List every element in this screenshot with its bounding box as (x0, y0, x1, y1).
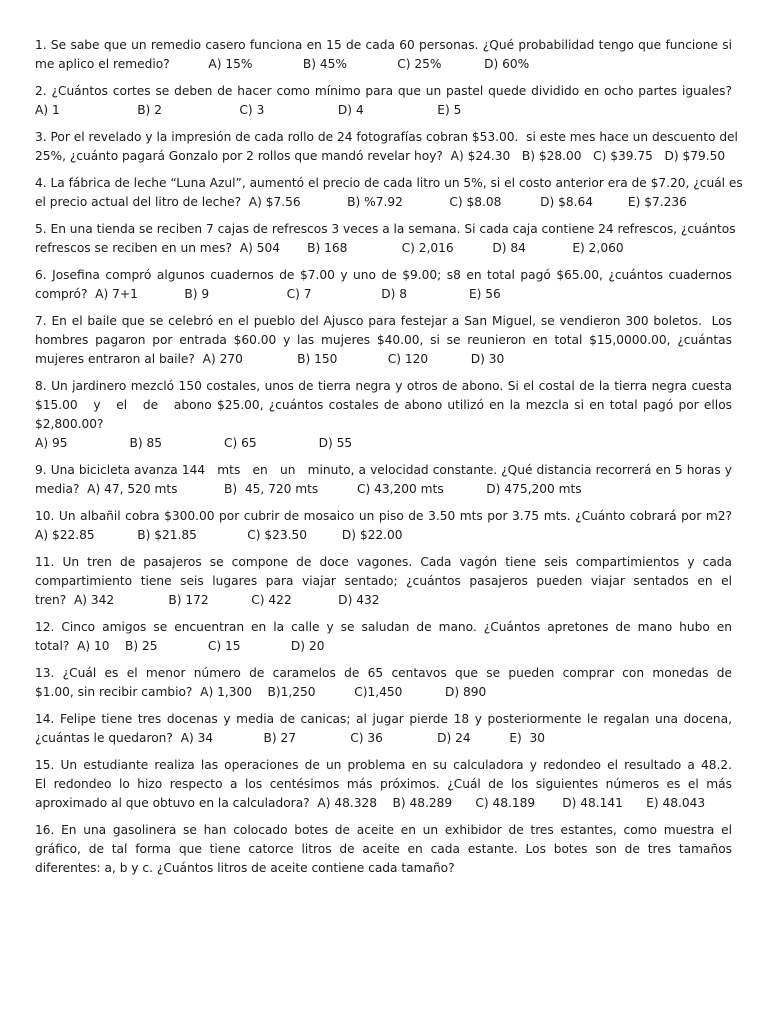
question-text-line: 2. ¿Cuántos cortes se deben de hacer como mínimo para que un pastel quede dividido en ocho partes iguales? (35, 84, 732, 98)
question-text-line: ¿cuántas le quedaron? A) 34 B) 27 C) 36 D) 24 E) 30 (35, 731, 546, 745)
question-text-line: 25%, ¿cuánto pagará Gonzalo por 2 rollos que mandó revelar hoy? A) $24.30 B) $28.00 C) $39.75 D) $79.50 (35, 149, 726, 163)
question-text-line: 1. Se sabe que un remedio casero funciona en 15 de cada 60 personas. ¿Qué probabilidad tengo que funcione si (35, 38, 732, 52)
question-text-line: 9. Una bicicleta avanza 144 mts en un minuto, a velocidad constante. ¿Qué distancia recorrerá en 5 horas y (35, 463, 732, 477)
question-6 (35, 266, 732, 304)
question-text-line: 15. Un estudiante realiza las operaciones de un problema en su calculadora y redondeo el resultado a 48.2. (35, 758, 732, 772)
question-text-line: el precio actual del litro de leche? A) $7.56 B) %7.92 C) $8.08 D) $8.64 E) $7.236 (35, 195, 687, 209)
question-text-line: gráfico, de tal forma que tiene catorce litros de aceite en cada estante. Los botes son de tres tamaños (35, 842, 732, 856)
question-text-line: 5. En una tienda se reciben 7 cajas de refrescos 3 veces a la semana. Si cada caja contiene 24 refrescos, ¿cuántos (35, 222, 736, 236)
question-text-line: 8. Un jardinero mezcló 150 costales, unos de tierra negra y otros de abono. Si el costal de la tierra negra cuesta (35, 379, 732, 393)
question-15 (35, 756, 732, 813)
question-text-line: 6. Josefina compró algunos cuadernos de $7.00 y uno de $9.00; s8 en total pagó $65.00, ¿cuántos cuadernos (35, 268, 732, 282)
question-3 (35, 128, 738, 166)
question-text-line: 14. Felipe tiene tres docenas y media de canicas; al jugar pierde 18 y posteriormente le regalan una docena, (35, 712, 732, 726)
question-11 (35, 553, 732, 610)
question-text-line: mujeres entraron al baile? A) 270 B) 150 C) 120 D) 30 (35, 352, 505, 366)
question-text-line: $2,800.00? (35, 417, 104, 431)
question-8 (35, 377, 732, 453)
question-text-line: hombres pagaron por entrada $60.00 y las mujeres $40.00, si se reunieron en total $15,0000.00, ¿cuántas (35, 333, 732, 347)
question-12 (35, 618, 732, 656)
question-text-line: 11. Un tren de pasajeros se compone de doce vagones. Cada vagón tiene seis compartimientos y cada (35, 555, 732, 569)
question-text-line: me aplico el remedio? A) 15% B) 45% C) 25% D) 60% (35, 57, 530, 71)
question-text-line: tren? A) 342 B) 172 C) 422 D) 432 (35, 593, 380, 607)
question-text-line: 10. Un albañil cobra $300.00 por cubrir de mosaico un piso de 3.50 mts por 3.75 mts. ¿Cuánto cobrará por m2? (35, 509, 732, 523)
question-text-line: total? A) 10 B) 25 C) 15 D) 20 (35, 639, 325, 653)
question-text-line: 13. ¿Cuál es el menor número de caramelos de 65 centavos que se pueden comprar con monedas de (35, 666, 732, 680)
question-text-line: A) 1 B) 2 C) 3 D) 4 E) 5 (35, 103, 462, 117)
question-16 (35, 821, 732, 878)
problem-sheet (35, 36, 743, 886)
question-text-line: 7. En el baile que se celebró en el pueblo del Ajusco para festejar a San Miguel, se vendieron 300 boletos. Los (35, 314, 732, 328)
question-text-line: 12. Cinco amigos se encuentran en la calle y se saludan de mano. ¿Cuántos apretones de mano hubo en (35, 620, 732, 634)
question-text-line: 16. En una gasolinera se han colocado botes de aceite en un exhibidor de tres estantes, como muestra el (35, 823, 732, 837)
question-text-line: media? A) 47, 520 mts B) 45, 720 mts C) 43,200 mts D) 475,200 mts (35, 482, 582, 496)
question-text-line: 3. Por el revelado y la impresión de cada rollo de 24 fotografías cobran $53.00. si este mes hace un descuento del (35, 130, 738, 144)
question-text-line: $1.00, sin recibir cambio? A) 1,300 B)1,250 C)1,450 D) 890 (35, 685, 487, 699)
question-text-line: compartimiento tiene seis lugares para viajar sentado; ¿cuántos pasajeros pueden viajar sentados en el (35, 574, 732, 588)
question-7 (35, 312, 732, 369)
question-14 (35, 710, 732, 748)
question-4 (35, 174, 743, 212)
question-text-line: El redondeo lo hizo respecto a los centésimos más próximos. ¿Cuál de los siguientes números es el más (35, 777, 732, 791)
question-10 (35, 507, 732, 545)
question-13 (35, 664, 732, 702)
question-1 (35, 36, 732, 74)
question-text-line: compró? A) 7+1 B) 9 C) 7 D) 8 E) 56 (35, 287, 501, 301)
question-text-line: aproximado al que obtuvo en la calculadora? A) 48.328 B) 48.289 C) 48.189 D) 48.141 E) 48.043 (35, 796, 706, 810)
question-text-line: A) 95 B) 85 C) 65 D) 55 (35, 436, 353, 450)
question-text-line: A) $22.85 B) $21.85 C) $23.50 D) $22.00 (35, 528, 403, 542)
question-text-line: 4. La fábrica de leche “Luna Azul”, aumentó el precio de cada litro un 5%, si el costo anterior era de $7.20, ¿cuál es (35, 176, 743, 190)
question-9 (35, 461, 732, 499)
question-5 (35, 220, 736, 258)
question-text-line: diferentes: a, b y c. ¿Cuántos litros de aceite contiene cada tamaño? (35, 861, 455, 875)
question-text-line: refrescos se reciben en un mes? A) 504 B) 168 C) 2,016 D) 84 E) 2,060 (35, 241, 624, 255)
question-text-line: $15.00 y el de abono $25.00, ¿cuántos costales de abono utilizó en la mezcla si en total pagó por ellos (35, 398, 732, 412)
question-2 (35, 82, 732, 120)
